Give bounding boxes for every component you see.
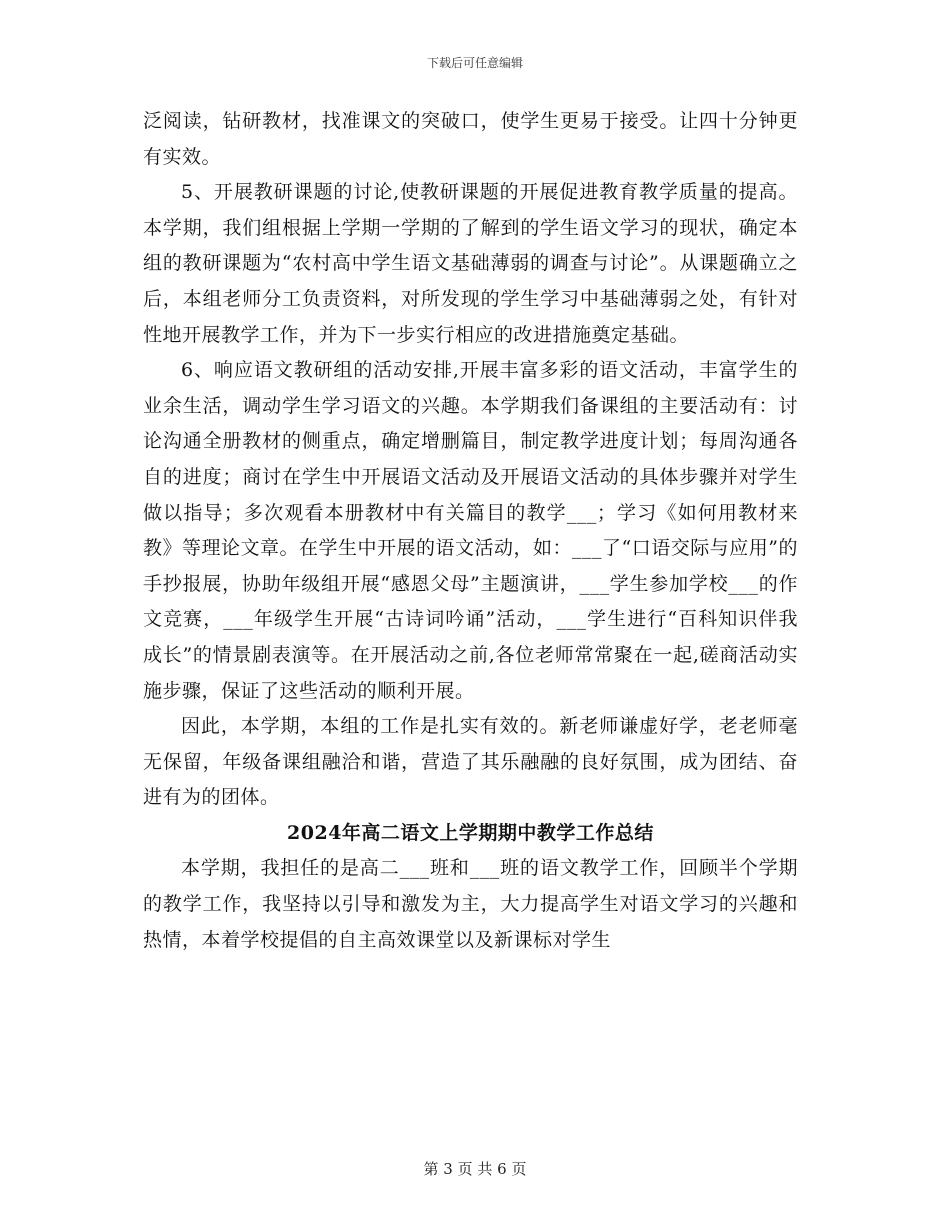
page-number: 第 3 页 共 6 页 — [423, 1160, 527, 1178]
paragraph-continuation: 泛阅读，钻研教材，找准课文的突破口，使学生更易于接受。让四十分钟更有实效。 — [143, 110, 798, 168]
paragraph-conclusion: 因此，本学期，本组的工作是扎实有效的。新老师谦虚好学，老老师毫无保留，年级备课组融洽和谐，营造了其乐融融的良好氛围，成为团结、奋进有为的团体。 — [143, 715, 798, 809]
page-header: 下载后可任意编辑 — [426, 56, 523, 70]
section-title: 2024年高二语文上学期期中教学工作总结 — [287, 821, 654, 844]
paragraph-item-5: 5、开展教研课题的讨论,使教研课题的开展促进教育教学质量的提高。本学期，我们组根据上学期一学期的了解到的学生语文学习的现状，确定本组的教研课题为“农村高中学生语文基础薄弱的调查与讨论”。从课题确立之后，本组老师分工负责资料，对所发现的学生学习中基础薄弱之处，有针对性地开展教学工作，并为下一步实行相应的改进措施奠定基础。 — [143, 181, 798, 346]
document-body — [143, 104, 798, 958]
section-paragraph-intro: 本学期，我担任的是高二___班和___班的语文教学工作，回顾半个学期的教学工作，我坚持以引导和激发为主，大力提高学生对语文学习的兴趣和热情，本着学校提倡的自主高效课堂以及新课标对学生 — [143, 857, 798, 951]
paragraph-item-6: 6、响应语文教研组的活动安排,开展丰富多彩的语文活动，丰富学生的业余生活，调动学生学习语文的兴趣。本学期我们备课组的主要活动有：讨论沟通全册教材的侧重点，确定增删篇目，制定教学进度计划；每周沟通各自的进度；商讨在学生中开展语文活动及开展语文活动的具体步骤并对学生做以指导；多次观看本册教材中有关篇目的教学___；学习《如何用教材来教》等理论文章。在学生中开展的语文活动，如：___了“口语交际与应用”的手抄报展，协助年级组开展“感恩父母”主题演讲，___学生参加学校___的作文竞赛，___年级学生开展“古诗词吟诵”活动，___学生进行“百科知识伴我成长”的情景剧表演等。在开展活动之前,各位老师常常聚在一起,磋商活动实施步骤，保证了这些活动的顺利开展。 — [143, 359, 798, 702]
